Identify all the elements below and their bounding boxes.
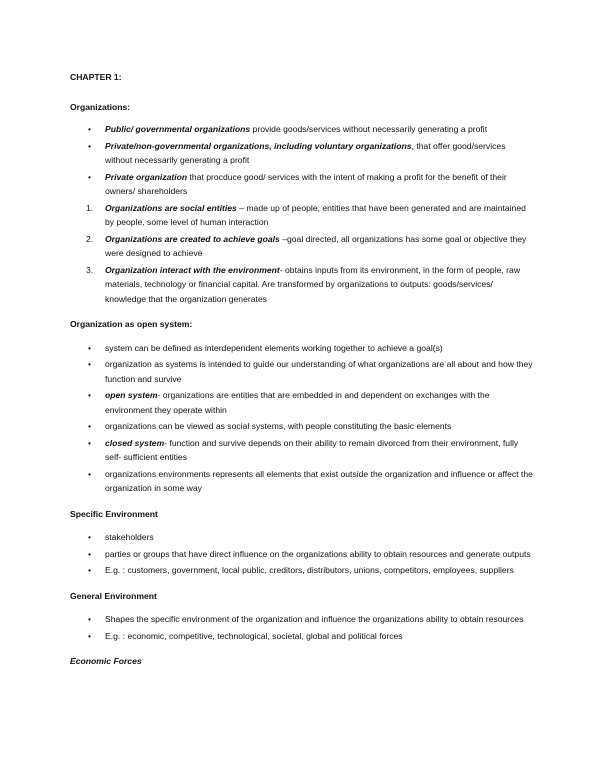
numbered-list-organizations bbox=[70, 201, 535, 307]
list-item bbox=[70, 263, 535, 307]
list-item bbox=[70, 341, 535, 356]
list-item bbox=[70, 357, 535, 386]
list-item bbox=[70, 629, 535, 644]
item-text: – made up of people, entities that have been generated and are maintained by people, some level of human interaction bbox=[105, 202, 526, 227]
item-text: E.g. : customers, government, local public, creditors, distributors, unions, competitors, employees, suppliers bbox=[105, 565, 514, 575]
list-item bbox=[70, 139, 535, 168]
emphasized-term: closed system bbox=[105, 437, 165, 448]
list-item bbox=[70, 388, 535, 417]
section-title-organizations: Organizations: bbox=[70, 101, 131, 112]
emphasized-term: Organization interact with the environment bbox=[105, 264, 280, 275]
section-title-general-environment: General Environment bbox=[70, 590, 157, 601]
list-number: 1. bbox=[86, 202, 94, 213]
item-text: system can be defined as interdependent elements working together to achieve a goal(s) bbox=[105, 342, 443, 353]
item-text: , that offer good/services without necessarily generating a profit bbox=[105, 140, 506, 165]
item-text: E.g. : economic, competitive, technological, societal, global and political forces bbox=[105, 630, 403, 641]
list-item bbox=[70, 122, 535, 137]
bullet-icon: • bbox=[88, 630, 92, 641]
section-title-economic-forces: Economic Forces bbox=[70, 656, 142, 666]
list-item bbox=[70, 232, 535, 261]
bullet-icon: • bbox=[88, 359, 92, 369]
item-text: Shapes the specific environment of the organization and influence the organizations ability to obtain resources bbox=[105, 614, 524, 624]
item-text: organization as systems is intended to guide our understanding of what organizations are all about and how they function and survive bbox=[105, 359, 533, 384]
item-text: organizations environments represents all elements that exist outside the organization and influence or affect the organization in some way bbox=[105, 468, 533, 493]
bullet-icon: • bbox=[88, 140, 92, 151]
item-text: that procduce good/ services with the intent of making a profit for the benefit of their owners/ shareholders bbox=[105, 171, 507, 196]
bullet-icon: • bbox=[88, 421, 92, 431]
emphasized-term: open system bbox=[105, 390, 158, 400]
emphasized-term: Public/ governmental organizations bbox=[105, 124, 251, 134]
item-text: - function and survive depends on their ability to remain divorced from their environment, fully self- sufficient entities bbox=[105, 437, 519, 462]
list-item bbox=[70, 467, 535, 496]
section-title-open-system: Organization as open system: bbox=[70, 319, 193, 329]
bullet-icon: • bbox=[88, 342, 92, 353]
item-text: - obtains inputs from its environment, in the form of people, raw materials, technology or financial capital. Are transformed by organizations to outputs: goods/services/ knowledge that the organization generates bbox=[105, 264, 521, 304]
chapter-title: CHAPTER 1: bbox=[70, 72, 122, 82]
emphasized-term: Organizations are created to achieve goals bbox=[105, 233, 280, 244]
list-item bbox=[70, 170, 535, 199]
item-text: provide goods/services without necessarily generating a profit bbox=[250, 124, 488, 134]
list-item bbox=[70, 612, 535, 627]
item-text: –goal directed, all organizations has some goal or objective they were designed to achieve bbox=[105, 233, 527, 258]
item-text: stakeholders bbox=[105, 532, 154, 542]
bullet-icon: • bbox=[88, 468, 92, 479]
list-item bbox=[70, 563, 535, 578]
list-item bbox=[70, 419, 535, 434]
bullet-list-specific-environment bbox=[70, 530, 535, 578]
bullet-icon: • bbox=[88, 614, 92, 624]
list-item bbox=[70, 436, 535, 465]
list-item bbox=[70, 547, 535, 562]
bullet-list-general-environment bbox=[70, 612, 535, 643]
emphasized-term: Organizations are social entities bbox=[105, 202, 237, 213]
list-number: 3. bbox=[86, 264, 94, 275]
bullet-icon: • bbox=[88, 548, 92, 559]
item-text: organizations can be viewed as social systems, with people constituting the basic elements bbox=[105, 421, 452, 431]
bullet-list-organizations bbox=[70, 122, 535, 199]
bullet-icon: • bbox=[88, 390, 92, 400]
bullet-icon: • bbox=[88, 565, 92, 575]
bullet-icon: • bbox=[88, 532, 92, 542]
list-item bbox=[70, 201, 535, 230]
bullet-icon: • bbox=[88, 437, 92, 448]
bullet-icon: • bbox=[88, 171, 92, 182]
item-text: parties or groups that have direct influence on the organizations ability to obtain resources and generate outputs bbox=[105, 548, 531, 559]
bullet-icon: • bbox=[88, 124, 92, 134]
section-title-specific-environment: Specific Environment bbox=[70, 508, 158, 519]
bullet-list-open-system bbox=[70, 341, 535, 496]
item-text: - organizations are entities that are embedded in and dependent on exchanges with the environment they operate within bbox=[105, 390, 490, 415]
list-item bbox=[70, 530, 535, 545]
emphasized-term: Private organization bbox=[105, 171, 188, 182]
emphasized-term: Private/non-governmental organizations, including voluntary organizations bbox=[105, 140, 412, 151]
list-number: 2. bbox=[86, 233, 94, 244]
